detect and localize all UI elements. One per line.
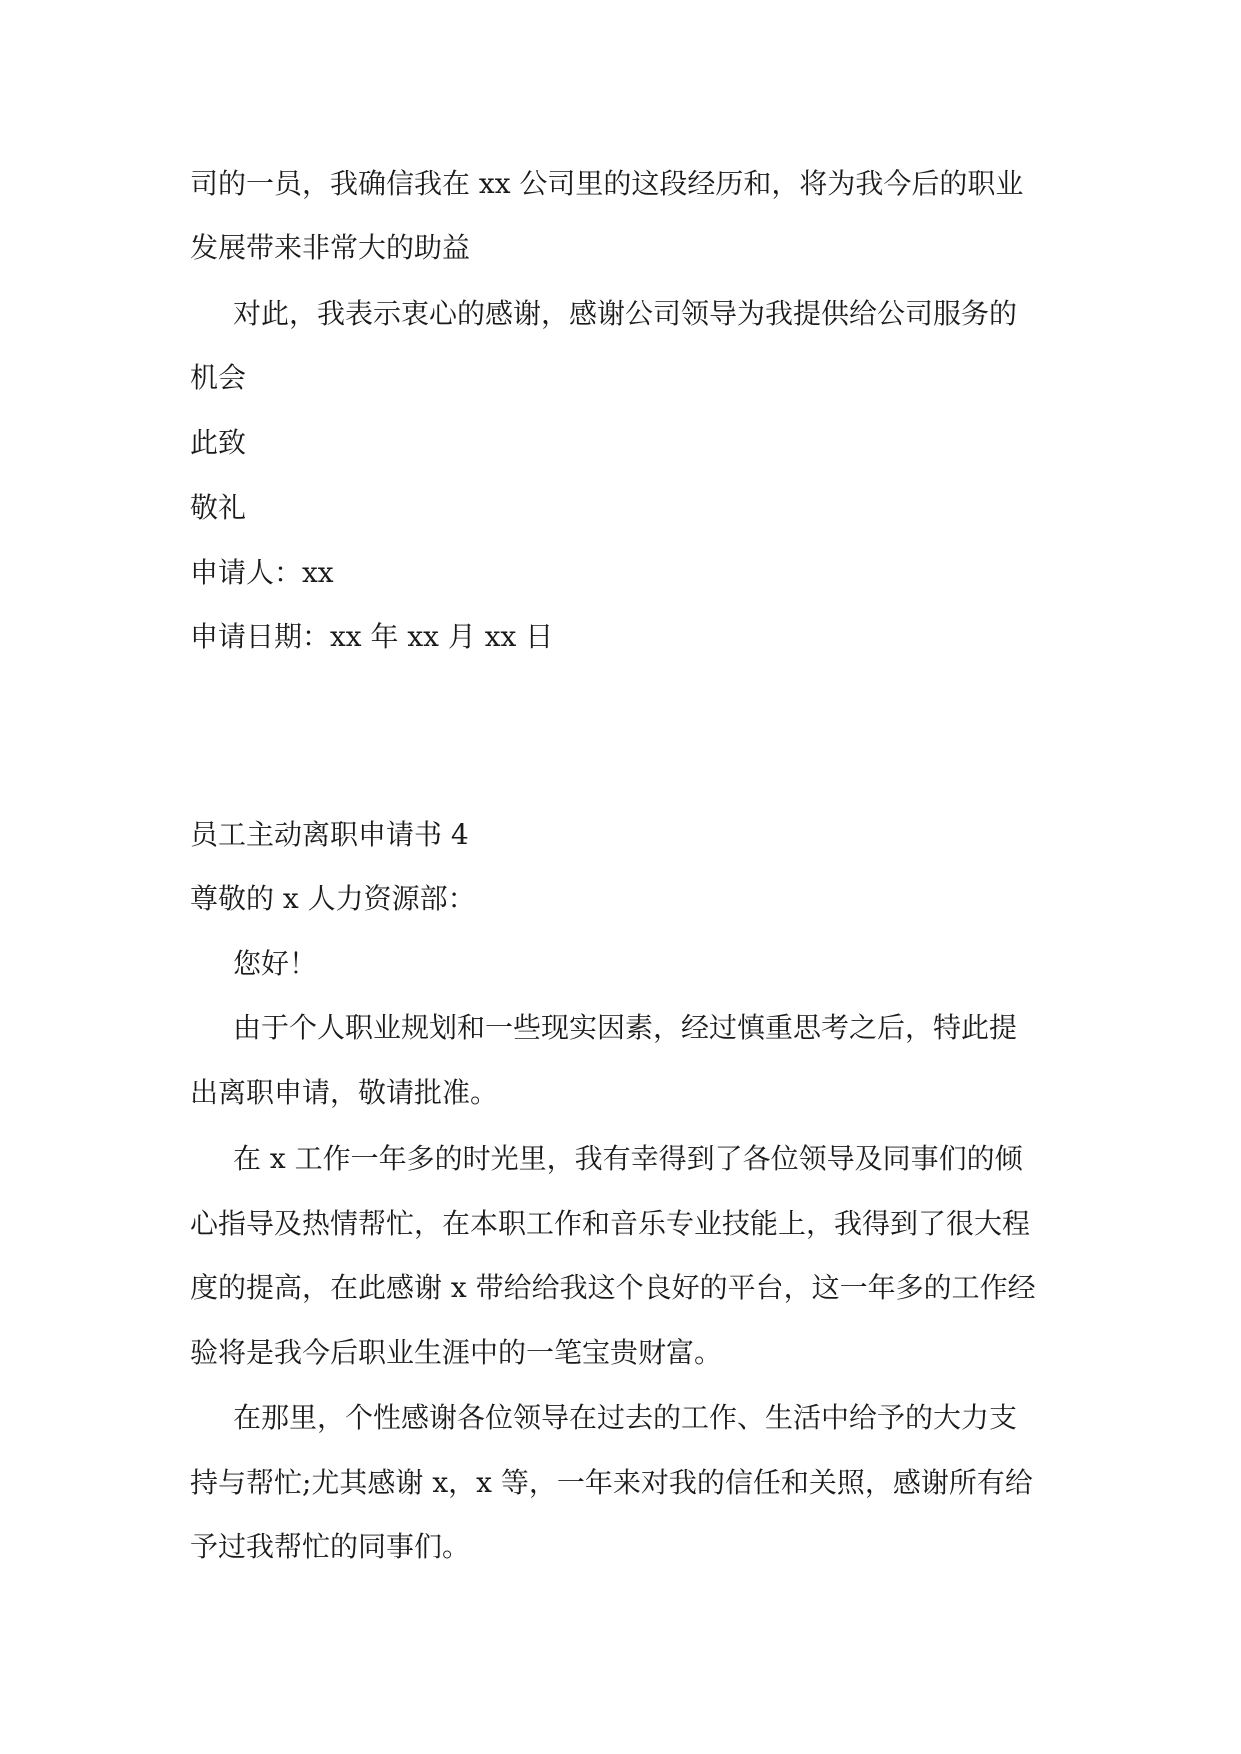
paragraph-line: 予过我帮忙的同事们。 [190, 1530, 471, 1563]
paragraph-line: 对此，我表示衷心的感谢，感谢公司领导为我提供给公司服务的 [233, 297, 1018, 330]
applicant-line: 申请人：xx [190, 556, 334, 589]
paragraph-line: 在那里，个性感谢各位领导在过去的工作、生活中给予的大力支 [233, 1401, 1018, 1434]
paragraph-line: 司的一员，我确信我在 xx 公司里的这段经历和，将为我今后的职业 [190, 167, 1024, 200]
paragraph-line: 发展带来非常大的助益 [190, 231, 471, 264]
paragraph-line: 由于个人职业规划和一些现实因素，经过慎重思考之后，特此提 [233, 1011, 1018, 1044]
paragraph-line: 持与帮忙;尤其感谢 x，x 等，一年来对我的信任和关照，感谢所有给 [190, 1466, 1033, 1499]
paragraph-line: 出离职申请，敬请批准。 [190, 1076, 499, 1109]
paragraph-line: 机会 [190, 361, 247, 394]
paragraph-line: 心指导及热情帮忙，在本职工作和音乐专业技能上，我得到了很大程 [190, 1207, 1031, 1240]
closing-line: 此致 [190, 426, 247, 459]
paragraph-line: 验将是我今后职业生涯中的一笔宝贵财富。 [190, 1336, 723, 1369]
salutation: 尊敬的 x 人力资源部： [190, 882, 476, 915]
paragraph-line: 在 x 工作一年多的时光里，我有幸得到了各位领导及同事们的倾 [233, 1142, 1023, 1175]
date-line: 申请日期：xx 年 xx 月 xx 日 [190, 620, 554, 653]
greeting: 您好！ [233, 947, 318, 980]
paragraph-line: 度的提高，在此感谢 x 带给给我这个良好的平台，这一年多的工作经 [190, 1271, 1036, 1304]
section-title: 员工主动离职申请书 4 [190, 818, 469, 851]
closing-line: 敬礼 [190, 491, 247, 524]
